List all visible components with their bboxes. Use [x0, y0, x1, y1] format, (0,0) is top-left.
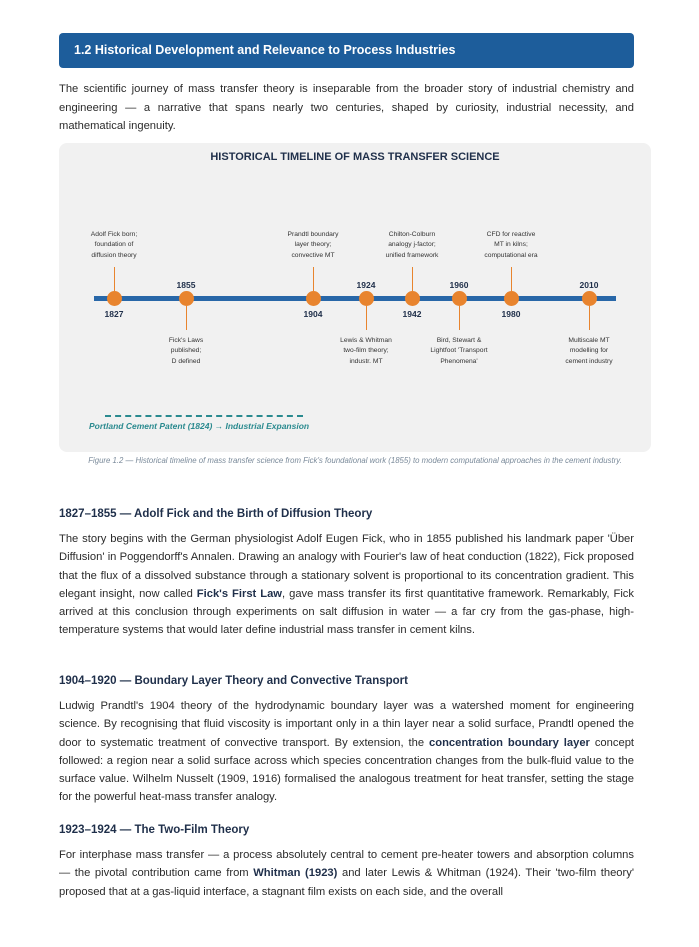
- timeline-tick-2010: [589, 306, 590, 330]
- timeline-label-2010: Multiscale MT modelling for cement industry: [565, 337, 613, 365]
- timeline-label-1960: Bird, Stewart & Lightfoot 'Transport Phenomena': [430, 337, 488, 365]
- intro-paragraph: The scientific journey of mass transfer theory is inseparable from the broader story of industrial chemistry and engineering — a narrative that spans nearly two centuries, shaped by curiosity, industrial necessity, and mathematical ingenuity.: [59, 83, 634, 132]
- timeline-dot-1904: [306, 291, 321, 306]
- section-paragraph-prandtl: Ludwig Prandtl's 1904 theory of the hydrodynamic boundary layer was a watershed moment for engineering science. By recognising that fluid viscosity is important only in a thin layer near a solid surface, Prandtl opened the door to systematic treatment of convective transport. By extension, the concentration boundary layer concept followed: a region near a solid surface across which species concentration changes from the bulk-fluid value to the surface value. Wilhelm Nusselt (1909, 1916) formalised the analogous treatment for heat transfer, setting the stage for the powerful heat-mass transfer analogy.: [59, 700, 635, 804]
- timeline-year-1942: 1942: [402, 309, 422, 319]
- timeline-dot-1924: [359, 291, 374, 306]
- section-paragraph-fick: The story begins with the German physiologist Adolf Eugen Fick, who in 1855 published his landmark paper 'Über Diffusion' in Poggendorff's Annalen. Drawing an analogy with Fourier's law of heat conduction (1822), Fick proposed that the flux of a dissolved substance through a stationary solvent is proportional to its concentration gradient. This elegant insight, now called Fick's First Law, gave mass transfer its first quantitative framework. Remarkably, Fick arrived at this conclusion through experiments on salt diffusion in water — a far cry from the gas-phase, high-temperature systems that would later define industrial mass transfer in cement kilns.: [59, 533, 634, 637]
- timeline-dot-1960: [452, 291, 467, 306]
- portland-dashed-line: [105, 415, 303, 417]
- timeline-axis: [94, 296, 616, 301]
- section-title: 1.2 Historical Development and Relevance to Process Industries: [74, 43, 456, 57]
- portland-annotation: Portland Cement Patent (1824) → Industrial Expansion: [89, 421, 310, 431]
- section-banner: [59, 33, 634, 68]
- timeline-tick-1980: [511, 267, 512, 291]
- timeline-label-1855: Fick's Laws published; D defined: [168, 337, 204, 365]
- section-heading-two-film: 1923–1924 — The Two-Film Theory: [59, 824, 250, 836]
- timeline-label-1924: Lewis & Whitman two-film theory; industr. MT: [340, 337, 392, 365]
- section-paragraph-two-film: For interphase mass transfer — a process absolutely central to cement pre-heater towers and absorption columns — the pivotal contribution came from Whitman (1923) and later Lewis & Whitman (1924). Their 'two-film theory' proposed that at a gas-liquid interface, a stagnant film exists on each side, and the overall: [59, 849, 634, 898]
- timeline-tick-1942: [412, 267, 413, 291]
- timeline-label-1942: Chilton-Colburn analogy j-factor; unified framework: [385, 231, 439, 259]
- timeline-dot-1942: [405, 291, 420, 306]
- timeline-dot-2010: [582, 291, 597, 306]
- timeline-dot-1855: [179, 291, 194, 306]
- timeline-figure: [59, 143, 651, 452]
- timeline-tick-1904: [313, 267, 314, 291]
- timeline-year-1980: 1980: [501, 309, 521, 319]
- timeline-tick-1855: [186, 306, 187, 330]
- timeline-year-1904: 1904: [303, 309, 323, 319]
- timeline-dot-1980: [504, 291, 519, 306]
- timeline-year-1855: 1855: [176, 280, 196, 290]
- section-heading-prandtl: 1904–1920 — Boundary Layer Theory and Convective Transport: [59, 675, 408, 687]
- timeline-year-1960: 1960: [449, 280, 469, 290]
- timeline-label-1980: CFD for reactive MT in kilns; computational era: [484, 231, 538, 259]
- timeline-label-1827: Adolf Fick born; foundation of diffusion theory: [90, 231, 138, 259]
- figure-caption: Figure 1.2 — Historical timeline of mass transfer science from Fick's foundational work (1855) to modern computational approaches in the cement industry.: [88, 456, 622, 465]
- timeline-title: HISTORICAL TIMELINE OF MASS TRANSFER SCIENCE: [210, 151, 500, 163]
- timeline-dot-1827: [107, 291, 122, 306]
- section-heading-fick: 1827–1855 — Adolf Fick and the Birth of Diffusion Theory: [59, 508, 373, 520]
- timeline-tick-1960: [459, 306, 460, 330]
- timeline-tick-1924: [366, 306, 367, 330]
- timeline-tick-1827: [114, 267, 115, 291]
- timeline-label-1904: Prandtl boundary layer theory; convective MT: [287, 231, 339, 259]
- timeline-year-1827: 1827: [104, 309, 124, 319]
- timeline-year-2010: 2010: [579, 280, 599, 290]
- timeline-year-1924: 1924: [356, 280, 376, 290]
